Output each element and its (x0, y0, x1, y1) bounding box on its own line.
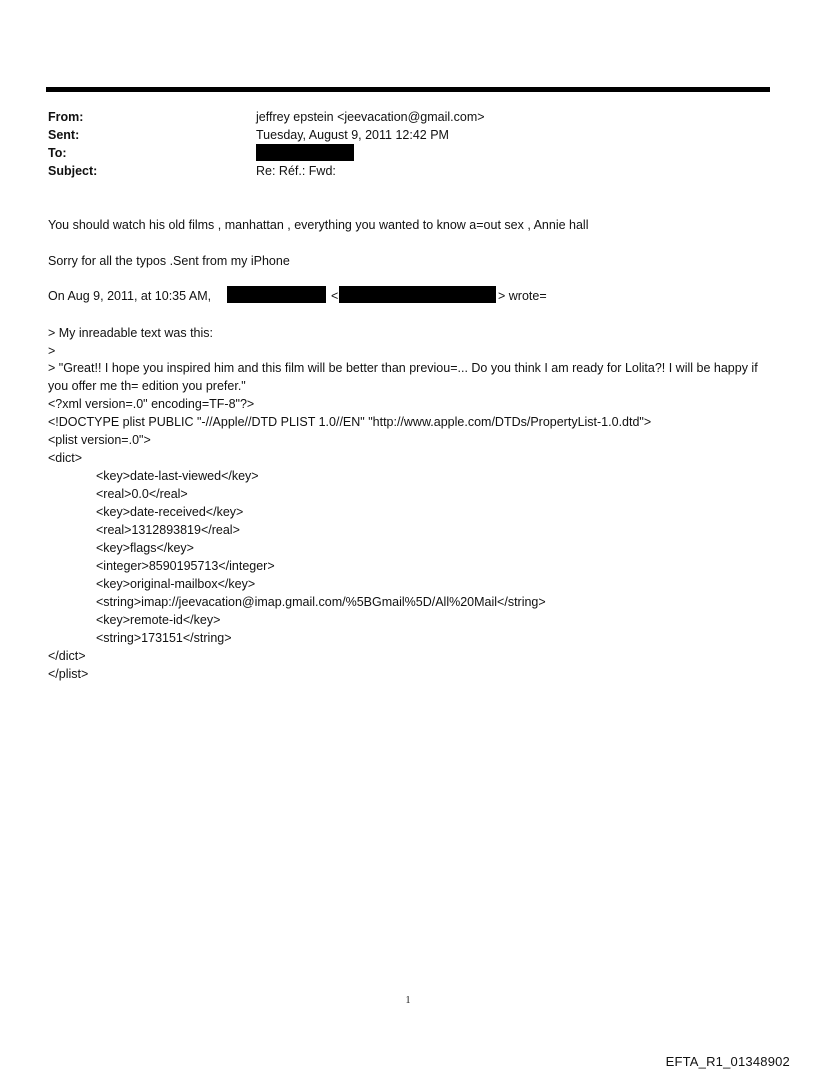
quote-line-2: > (48, 344, 56, 358)
dict-line: <key>original-mailbox</key> (96, 577, 256, 591)
from-value: jeffrey epstein <jeevacation@gmail.com> (256, 110, 485, 124)
plist-open: <plist version=.0"> (48, 433, 151, 447)
dict-line: <key>remote-id</key> (96, 613, 221, 627)
subject-value: Re: Réf.: Fwd: (256, 164, 336, 178)
sender-email-redaction (339, 286, 496, 303)
dict-line: <key>date-received</key> (96, 505, 244, 519)
dict-line: <string>imap://jeevacation@imap.gmail.com/%5BGmail%5D/All%20Mail</string> (96, 595, 546, 609)
plist-close: </plist> (48, 667, 89, 681)
body-line-typos: Sorry for all the typos .Sent from my iPhone (48, 254, 290, 268)
dict-open: <dict> (48, 451, 83, 465)
bates-number: EFTA_R1_01348902 (665, 1054, 790, 1069)
header-rule (46, 87, 770, 92)
dict-line: <integer>8590195713</integer> (96, 559, 275, 573)
to-label: To: (48, 146, 67, 160)
xml-declaration: <?xml version=.0" encoding=TF-8"?> (48, 397, 255, 411)
sender-name-redaction (227, 286, 326, 303)
dict-line: <key>flags</key> (96, 541, 194, 555)
to-redaction (256, 144, 354, 161)
quote-line-3: > "Great!! I hope you inspired him and this film will be better than previou=... Do you think I am ready for Lolita?! I will be happy if you offer me th= edition you prefer." (48, 361, 758, 393)
dict-line: <real>1312893819</real> (96, 523, 240, 537)
from-label: From: (48, 110, 84, 124)
on-suffix: > wrote= (498, 289, 547, 303)
page-number: 1 (405, 995, 411, 1006)
on-prefix: On Aug 9, 2011, at 10:35 AM, (48, 289, 212, 303)
dict-close: </dict> (48, 649, 86, 663)
sent-label: Sent: (48, 128, 80, 142)
subject-label: Subject: (48, 164, 98, 178)
dict-line: <real>0.0</real> (96, 487, 188, 501)
body-line-films: You should watch his old films , manhattan , everything you wanted to know a=out sex , Annie hall (48, 218, 589, 232)
doctype-line: <!DOCTYPE plist PUBLIC "-//Apple//DTD PLIST 1.0//EN" "http://www.apple.com/DTDs/PropertyList-1.0.dtd"> (48, 415, 652, 429)
dict-line: <key>date-last-viewed</key> (96, 469, 259, 483)
quote-line-1: > My inreadable text was this: (48, 326, 214, 340)
on-lt: < (331, 289, 339, 303)
dict-line: <string>173151</string> (96, 631, 232, 645)
sent-value: Tuesday, August 9, 2011 12:42 PM (256, 128, 449, 142)
